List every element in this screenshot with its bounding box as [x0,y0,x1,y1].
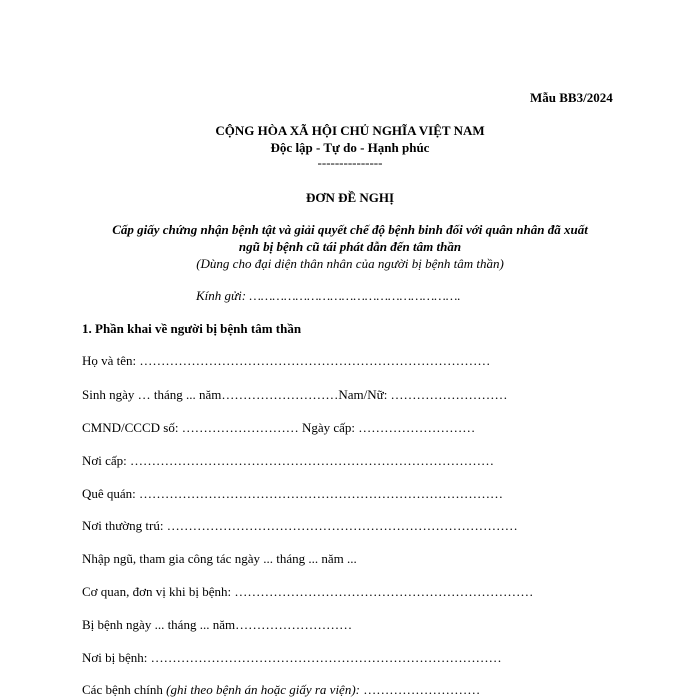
illness-place-field: Nơi bị bệnh: ……………………………………………………………………… [82,650,502,665]
usage-note: (Dùng cho đại diện thân nhân của người bị bệnh tâm thần) [196,256,504,271]
unit-field-label: Cơ quan, đơn vị khi bị bệnh: [82,584,235,599]
header-divider: --------------- [317,155,383,170]
main-illness-field [82,682,480,698]
document-title: ĐƠN ĐỀ NGHỊ [305,190,395,205]
subtitle-line-1: Cấp giấy chứng nhận bệnh tật và giải quyết chế độ bệnh binh đối với quân nhân đã xuất [112,222,588,237]
main-illness-dots: ……………………… [360,682,481,697]
recipient-line: Kính gửi: ………………………………………………. [196,288,461,303]
full-name-field: Họ và tên: ……………………………………………………………………… [82,353,491,368]
unit-field-dots: …………………………………………………………… [234,584,534,599]
id-number-field: CMND/CCCD số: ……………………… Ngày cấp: ……………………… [82,420,476,435]
main-illness-label: Các bệnh chính [82,682,167,697]
nation-header: CỘNG HÒA XÃ HỘI CHỦ NGHĨA VIỆT NAM [215,123,485,138]
issue-place-field: Nơi cấp: ………………………………………………………………………… [82,453,495,468]
residence-field: Nơi thường trú: ……………………………………………………………………… [82,518,518,533]
motto: Độc lập - Tự do - Hạnh phúc [270,140,430,155]
section-1-title: 1. Phần khai về người bị bệnh tâm thần [82,321,302,336]
hometown-field: Quê quán: ………………………………………………………………………… [82,486,504,501]
form-code: Mẫu BB3/2024 [530,90,613,105]
birth-gender-field: Sinh ngày … tháng ... năm………………………Nam/Nữ: ……………………… [82,387,508,402]
subtitle-line-2: ngũ bị bệnh cũ tái phát dẫn đến tâm thần [238,239,462,254]
main-illness-note: (ghi theo bệnh án hoặc giấy ra viện): [166,682,360,697]
enlist-date-field: Nhập ngũ, tham gia công tác ngày ... tháng ... năm ... [82,551,357,566]
unit-field [82,584,533,600]
illness-date-field: Bị bệnh ngày ... tháng ... năm……………………… [82,617,353,632]
